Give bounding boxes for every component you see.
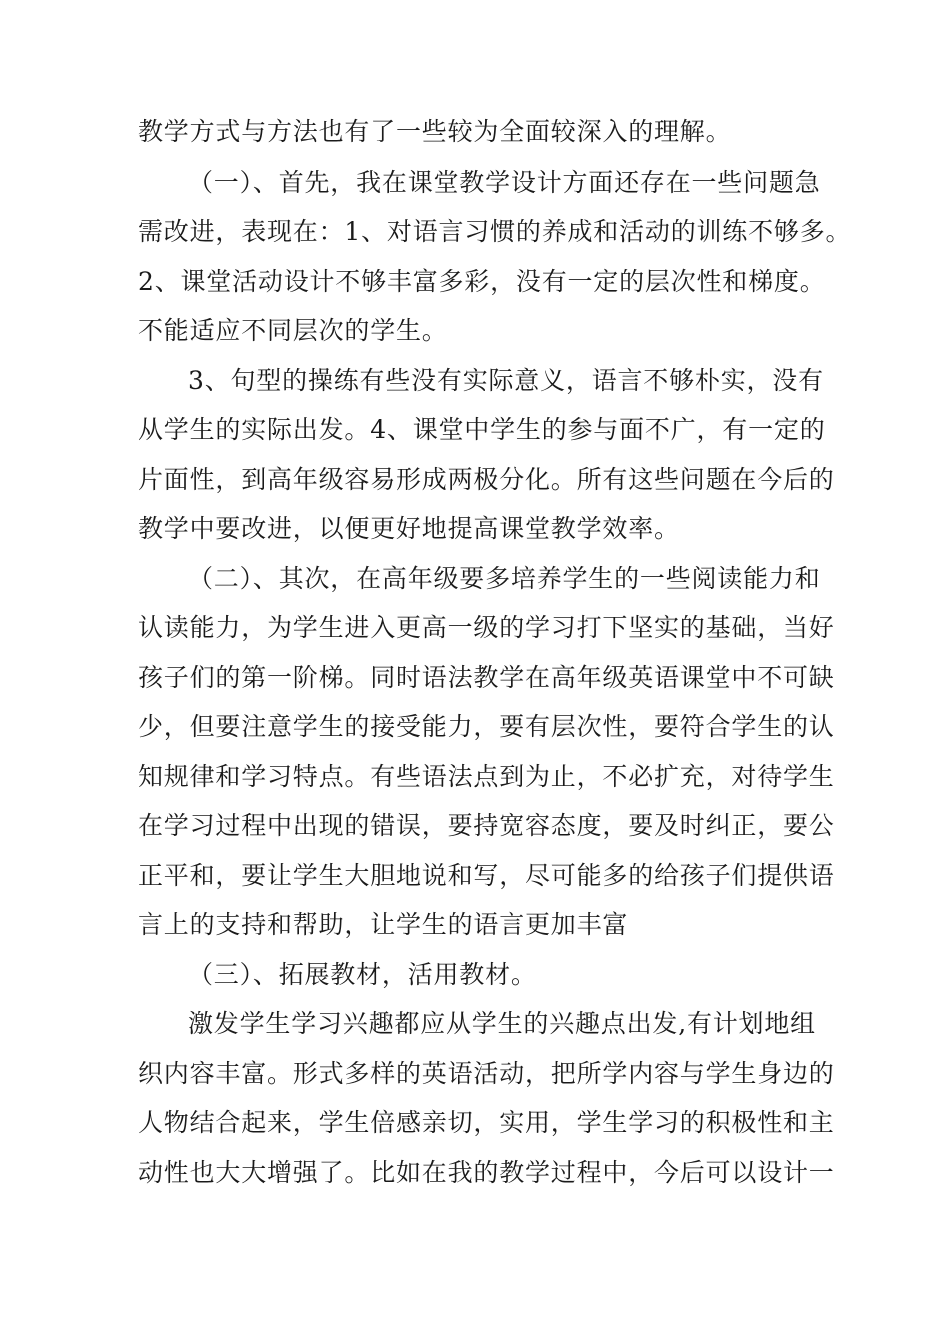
text-line: 正平和，要让学生大胆地说和写，尽可能多的给孩子们提供语 [138, 861, 835, 890]
text-line: 人物结合起来，学生倍感亲切，实用，学生学习的积极性和主 [138, 1108, 835, 1137]
text-line: 言上的支持和帮助，让学生的语言更加丰富 [138, 910, 629, 939]
text-line: 织内容丰富。形式多样的英语活动，把所学内容与学生身边的 [138, 1059, 835, 1088]
text-line: 动性也大大增强了。比如在我的教学过程中，今后可以设计一 [138, 1158, 835, 1187]
text-line: 片面性，到高年级容易形成两极分化。所有这些问题在今后的 [138, 465, 835, 494]
text-line: 少，但要注意学生的接受能力，要有层次性，要符合学生的认 [138, 712, 835, 741]
text-line: 知规律和学习特点。有些语法点到为止，不必扩充，对待学生 [138, 762, 835, 791]
text-line: 教学中要改进，以便更好地提高课堂教学效率。 [138, 514, 680, 543]
text-line: 需改进，表现在：1、对语言习惯的养成和活动的训练不够多。 [138, 217, 852, 246]
text-line: 3、句型的操练有些没有实际意义，语言不够朴实，没有 [188, 366, 824, 395]
text-line: 孩子们的第一阶梯。同时语法教学在高年级英语课堂中不可缺 [138, 663, 835, 692]
text-line: 不能适应不同层次的学生。 [138, 316, 448, 345]
text-line: 从学生的实际出发。4、课堂中学生的参与面不广，有一定的 [138, 415, 826, 444]
text-line: （一）、首先，我在课堂教学设计方面还存在一些问题急 [188, 168, 821, 197]
text-line: （二）、其次，在高年级要多培养学生的一些阅读能力和 [188, 564, 821, 593]
text-line: 激发学生学习兴趣都应从学生的兴趣点出发,有计划地组 [188, 1009, 816, 1038]
text-line: 2、课堂活动设计不够丰富多彩，没有一定的层次性和梯度。 [138, 267, 826, 296]
text-line: 教学方式与方法也有了一些较为全面较深入的理解。 [138, 117, 732, 146]
text-line: 在学习过程中出现的错误，要持宽容态度，要及时纠正，要公 [138, 811, 835, 840]
text-line: 认读能力，为学生进入更高一级的学习打下坚实的基础，当好 [138, 613, 835, 642]
text-line: （三）、拓展教材，活用教材。 [188, 960, 537, 989]
